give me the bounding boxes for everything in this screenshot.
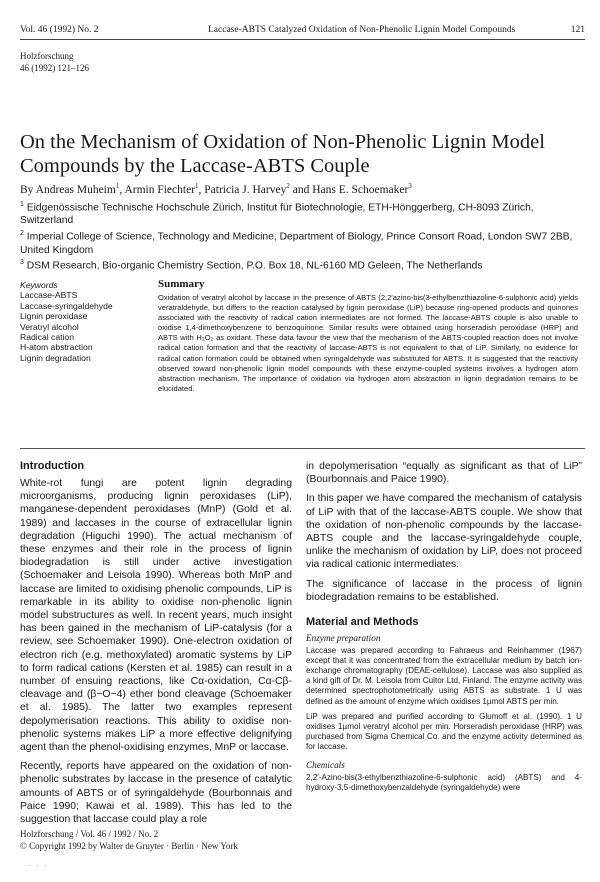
affiliation bbox=[20, 257, 585, 273]
page-footer bbox=[20, 829, 238, 852]
paragraph: in depolymerisation “equally as significant as that of LiP” (Bourbonnais and Paice 1990). bbox=[306, 461, 582, 486]
footer-copyright: © Copyright 1992 by Walter de Gruyter · Berlin · New York bbox=[20, 840, 238, 851]
affiliation-mark: 1 bbox=[20, 201, 24, 208]
summary-text: Oxidation of veratryl alcohol by laccase in the presence of ABTS (2,2′azino-bis(3-ethylbenzthiazoline-6-sulphonic acid) yields veratraldehyde, but differs to the reaction catalysed by lignin peroxidase (LiP) because ring-opened products and quinones associated with the reactivity of radical cation intermediates are not formed. The laccase-ABTS couple is also unable to oxidise 1,4-dimethoxybenzene to benzoquinone. Similar results were obtained using horseradish peroxidase (HRP) and ABTS with H₂O₂ as oxidant. These data favour the view that the mechanism of the ABTS-coupled reaction does not involve radical cation formation and that the reactivity of laccase-ABTS is not equivalent to that of LiP. Similarly, no evidence for radical cation formation could be obtained when syringaldehyde was substituted for ABTS. It is suggested that the reactivity observed toward non-phenolic lignin model compounds with these enzyme-coupled systems involves a hydrogen atom abstraction mechanism. The importance of oxidation via hydrogen atom abstraction in lignin degradation remains to be elucidated. bbox=[158, 293, 578, 393]
scan-artifact-marks: · · · bbox=[28, 862, 49, 870]
author-affiliation-mark: 3 bbox=[408, 182, 412, 190]
affiliation-mark: 3 bbox=[20, 259, 24, 267]
paragraph: In this paper we have compared the mechanism of catalysis of LiP with that of the laccase-ABTS couple. We show that the oxidation of non-phenolic compounds by the laccase-ABTS couple and the laccase-syringaldehyde couple, unlike the mechanism of oxidation by LiP, does not proceed via radical cationic intermediates. bbox=[306, 493, 582, 571]
journal-info bbox=[20, 51, 89, 74]
introduction-heading: Introduction bbox=[20, 460, 85, 472]
affiliation-list bbox=[20, 199, 585, 274]
author-name: and Hans E. Schoemaker bbox=[289, 183, 409, 196]
affiliation-text: Imperial College of Science, Technology and Medicine, Department of Biology, Prince Consort Road, London SW7 2BB, United Kingdom bbox=[20, 231, 573, 256]
journal-name: Holzforschung bbox=[20, 51, 74, 61]
methods-heading: Material and Methods bbox=[306, 616, 419, 629]
author-name: , Patricia J. Harvey bbox=[198, 183, 287, 196]
running-header bbox=[20, 25, 585, 40]
keyword: Lignin peroxidase bbox=[20, 311, 88, 322]
footer-journal: Holzforschung / Vol. 46 / 1992 / No. 2 bbox=[20, 829, 159, 839]
paragraph: Laccase was prepared according to Fahraeus and Reinhammer (1967) except that it was concentrated from the extracellular medium by batch ion-exchange chromatography (DEAE-cellulose). Laccase was also supplied as a kind gift of Dr. M. Leisola from Cultor Ltd, Finland. The enzyme activity was determined spectrophotometrically using ABTS as substrate. 1 U was defined as the amount of enzyme which oxidises 1µmol ABTS per min. bbox=[306, 646, 582, 706]
keyword: Laccase-syringaldehyde bbox=[20, 300, 113, 311]
paragraph: The significance of laccase in the process of lignin biodegradation remains to be established. bbox=[306, 578, 582, 603]
keyword: Lignin degradation bbox=[20, 352, 91, 363]
paragraph: 2,2′-Azino-bis(3-ethylbenzthiazoline-6-sulphonic acid) (ABTS) and 4-hydroxy-3,5-dimethoxybenzaldehyde (syringaldehyde) were bbox=[306, 772, 582, 793]
keyword: Laccase-ABTS bbox=[20, 290, 78, 301]
keyword: Veratryl alcohol bbox=[20, 321, 79, 332]
journal-citation: 46 (1992) 121–126 bbox=[20, 62, 89, 73]
paragraph: White-rot fungi are potent lignin degrading microorganisms, producing lignin peroxidases (LiP), manganese-dependent peroxidases (MnP) (Gold et al. 1989) and laccases in the course of extracellular lignin degradation (Higuchi 1990). The actual mechanism of these enzymes and their role in the process of lignin biodegradation is still under active investigation (Schoemaker and Leisola 1990). Whereas both MnP and laccase are limited to oxidising phenolic compounds, LiP is remarkable in its ability to oxidise non-phenolic lignin model substructures as well. In recent years, much insight has been gained in the mechanism of LiP-catalysis (for a review, see Schoemaker 1990). One-electron oxidation of electron rich (e.g. methoxylated) aromatic systems by LiP to form radical cations (Kersten et al. 1985) can result in a number of ensuing reactions, like Cα-oxidation, Cα-Cβ-cleavage and (β−O−4) ether bond cleavage (Schoemaker et al. 1985). The latter two examples represent depolymerisation reactions. This ability to oxidise non-phenolic systems makes LiP a more effective delignifying agent than the phenol-oxidising enzymes, MnP or laccase. bbox=[20, 478, 292, 754]
summary-abstract bbox=[158, 278, 578, 394]
paragraph: Recently, reports have appeared on the oxidation of non-phenolic substrates by laccase in the presence of catalytic amounts of ABTS or of syringaldehyde (Bourbonnais and Paice 1990; Kawai et al. 1989). This has led to the suggestion that laccase could play a role bbox=[20, 761, 292, 826]
section-divider bbox=[20, 448, 585, 449]
enzyme-preparation-heading: Enzyme preparation bbox=[306, 633, 381, 644]
left-column bbox=[20, 460, 292, 832]
right-column bbox=[306, 460, 582, 798]
affiliation bbox=[20, 228, 585, 257]
volume-issue: Vol. 46 (1992) No. 2 bbox=[20, 25, 99, 35]
paragraph: LiP was prepared and purified according to Glumoff et al. (1990). 1 U oxidises 1µmol veratryl alcohol per min. Horseradish peroxidase (HRP) was purchased from Sigma Chemical Co. and the enzyme activity determined as for laccase. bbox=[306, 711, 582, 751]
summary-heading: Summary bbox=[158, 278, 205, 290]
running-title: Laccase-ABTS Catalyzed Oxidation of Non-Phenolic Lignin Model Compounds bbox=[208, 25, 516, 35]
author-affiliation-mark: 1 bbox=[115, 182, 120, 190]
page-number: 121 bbox=[570, 25, 585, 35]
keywords-list bbox=[20, 290, 150, 363]
chemicals-heading: Chemicals bbox=[306, 759, 345, 770]
author-list bbox=[20, 182, 412, 196]
affiliation bbox=[20, 199, 585, 228]
article-title: On the Mechanism of Oxidation of Non-Phenolic Lignin Model Compounds by the Laccase-ABTS Couple bbox=[20, 131, 545, 177]
affiliation-mark: 2 bbox=[20, 230, 24, 238]
affiliation-text: DSM Research, Bio-organic Chemistry Section, P.O. Box 18, NL-6160 MD Geleen, The Netherlands bbox=[23, 260, 483, 272]
author-name: By Andreas Muheim bbox=[20, 183, 116, 196]
keyword: Radical cation bbox=[20, 332, 74, 343]
author-name: , Armin Fiechter bbox=[119, 183, 196, 196]
keywords-box bbox=[20, 280, 150, 363]
author-affiliation-mark: 1 bbox=[195, 182, 199, 190]
affiliation-text: Eidgenössische Technische Hochschule Zürich, Institut für Biotechnologie, ETH-Hönggerberg, CH-8093 Zürich, Switzerland bbox=[20, 202, 534, 227]
keywords-heading: Keywords bbox=[20, 280, 58, 290]
author-affiliation-mark: 2 bbox=[286, 182, 290, 190]
keyword: H-atom abstraction bbox=[20, 342, 93, 353]
